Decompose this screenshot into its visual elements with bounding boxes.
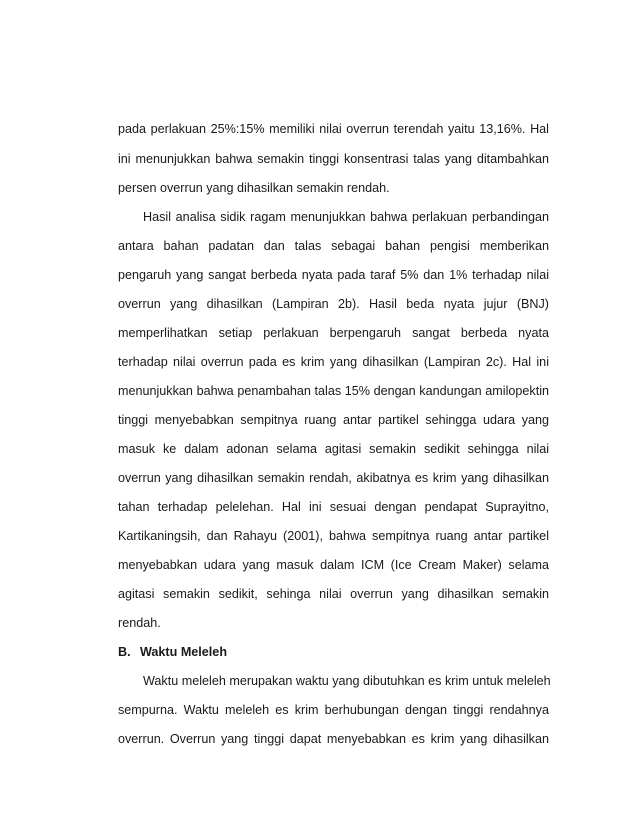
section-title: Waktu Meleleh <box>140 645 228 659</box>
text-line: overrun yang dihasilkan (Lampiran 2b). Hasil beda nyata jujur (BNJ) <box>118 297 549 311</box>
text-line: rendah. <box>118 616 161 630</box>
text-line: antara bahan padatan dan talas sebagai bahan pengisi memberikan <box>118 239 549 253</box>
text-line: tinggi menyebabkan sempitnya ruang antar partikel sehingga udara yang <box>118 413 549 427</box>
section-letter: B. <box>118 645 131 659</box>
text-line: masuk ke dalam adonan selama agitasi semakin sedikit sehingga nilai <box>118 442 549 456</box>
text-line: menunjukkan bahwa penambahan talas 15% dengan kandungan amilopektin <box>118 384 549 398</box>
text-line: overrun yang dihasilkan semakin rendah, akibatnya es krim yang dihasilkan <box>118 471 549 485</box>
text-line: ini menunjukkan bahwa semakin tinggi konsentrasi talas yang ditambahkan <box>118 152 549 166</box>
text-line: pengaruh yang sangat berbeda nyata pada taraf 5% dan 1% terhadap nilai <box>118 268 549 282</box>
text-line: tahan terhadap pelelehan. Hal ini sesuai dengan pendapat Suprayitno, <box>118 500 549 514</box>
text-line: terhadap nilai overrun pada es krim yang dihasilkan (Lampiran 2c). Hal ini <box>118 355 549 369</box>
text-line: Hasil analisa sidik ragam menunjukkan bahwa perlakuan perbandingan <box>143 210 549 224</box>
text-line: menyebabkan udara yang masuk dalam ICM (Ice Cream Maker) selama <box>118 558 549 572</box>
text-line: pada perlakuan 25%:15% memiliki nilai overrun terendah yaitu 13,16%. Hal <box>118 122 549 136</box>
section-heading <box>118 644 227 660</box>
text-line: Kartikaningsih, dan Rahayu (2001), bahwa sempitnya ruang antar partikel <box>118 529 549 543</box>
text-line: overrun. Overrun yang tinggi dapat menyebabkan es krim yang dihasilkan <box>118 732 549 746</box>
text-line: persen overrun yang dihasilkan semakin rendah. <box>118 181 390 195</box>
text-line: Waktu meleleh merupakan waktu yang dibutuhkan es krim untuk meleleh <box>143 674 551 688</box>
text-line: memperlihatkan setiap perlakuan berpengaruh sangat berbeda nyata <box>118 326 549 340</box>
text-line: agitasi semakin sedikit, sehinga nilai overrun yang dihasilkan semakin <box>118 587 549 601</box>
text-line: sempurna. Waktu meleleh es krim berhubungan dengan tinggi rendahnya <box>118 703 549 717</box>
